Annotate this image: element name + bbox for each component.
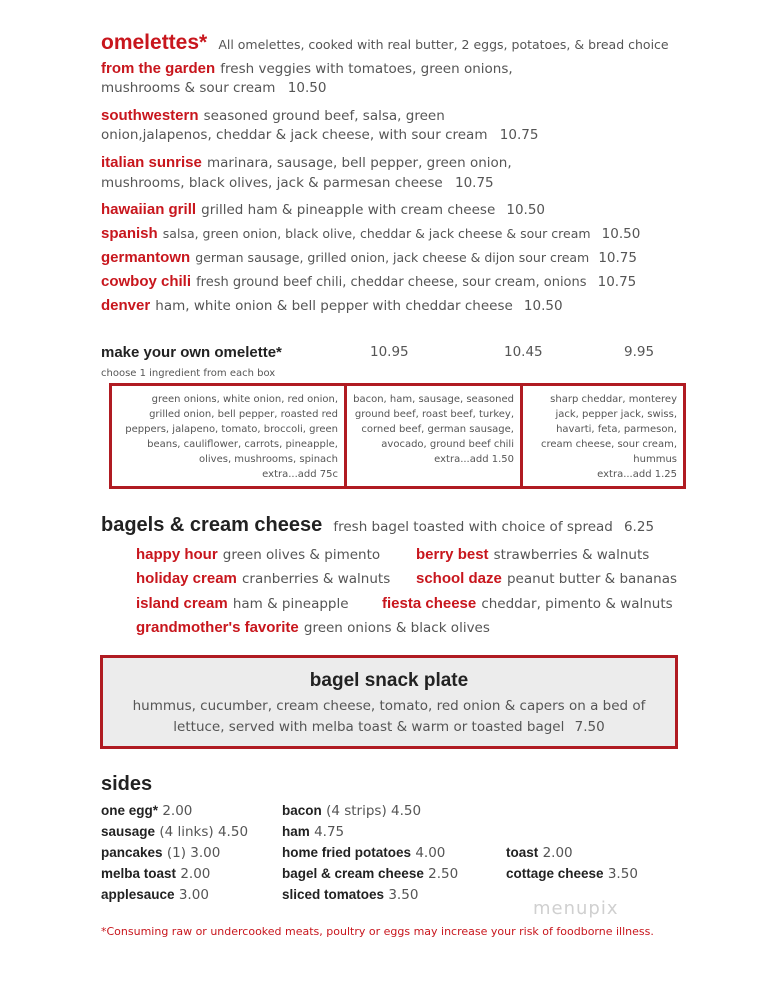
item-name: spanish	[101, 225, 158, 242]
veggie-list: green onions, white onion, red onion, grilled onion, bell pepper, roasted red peppers, jalapeno, tomato, broccoli, green beans, cauliflower, carrots, pineapple, olives, mushrooms, spinach	[125, 394, 338, 465]
spread-item	[382, 593, 673, 612]
make-your-own-note: choose 1 ingredient from each box	[101, 368, 276, 379]
spread-desc: ham & pineapple	[232, 596, 349, 612]
side-item	[282, 866, 458, 882]
side-item	[101, 887, 209, 903]
watermark: menupix	[533, 898, 619, 919]
footer-disclaimer: *Consuming raw or undercooked meats, poultry or eggs may increase your risk of foodborne illness.	[101, 925, 654, 938]
meat-list: bacon, ham, sausage, seasoned ground beef, roast beef, turkey, corned beef, german sausage, avocado, ground beef chili	[353, 394, 514, 450]
veggie-extra: extra...add 75c	[262, 469, 338, 480]
spread-desc: cranberries & walnuts	[241, 571, 391, 587]
bagels-desc: fresh bagel toasted with choice of spread	[333, 519, 613, 535]
side-detail: (1)	[166, 845, 186, 861]
ingredient-boxes	[109, 383, 686, 489]
side-detail: (4 links)	[159, 824, 214, 840]
snack-plate-panel	[100, 655, 678, 749]
item-desc: ham, white onion & bell pepper with cheddar cheese	[155, 298, 513, 314]
omelettes-title: omelettes*	[101, 31, 208, 54]
side-name: pancakes	[101, 845, 163, 860]
spread-item	[136, 568, 390, 587]
side-item	[506, 845, 573, 861]
side-item	[101, 866, 210, 882]
side-price: 2.00	[162, 803, 193, 819]
side-item	[101, 824, 248, 840]
item-desc: fresh ground beef chili, cheddar cheese, sour cream, onions	[196, 275, 587, 290]
side-item	[101, 803, 192, 819]
side-price: 2.00	[180, 866, 211, 882]
menu-item	[101, 295, 563, 314]
item-price: 10.50	[506, 202, 546, 218]
snack-plate-line2: lettuce, served with melba toast & warm or toasted bagel	[173, 719, 565, 735]
meat-box	[344, 386, 520, 486]
item-desc: salsa, green onion, black olive, cheddar & jack cheese & sour cream	[162, 226, 591, 241]
item-name: cowboy chili	[101, 273, 192, 290]
spread-desc: green onions & black olives	[303, 620, 490, 636]
side-price: 3.00	[178, 887, 209, 903]
side-item	[282, 887, 418, 903]
meat-extra: extra...add 1.50	[434, 454, 514, 465]
side-price: 4.50	[391, 803, 422, 819]
snack-plate-title: bagel snack plate	[309, 670, 469, 691]
item-desc-line	[101, 127, 538, 143]
spread-item	[136, 544, 380, 563]
side-price: 3.50	[388, 887, 419, 903]
menu-item	[101, 247, 637, 266]
item-price: 10.50	[523, 298, 563, 314]
side-item	[101, 845, 220, 861]
bagels-header	[101, 514, 654, 537]
side-price: 4.50	[217, 824, 249, 840]
side-name: cottage cheese	[506, 866, 604, 881]
item-price: 10.75	[597, 274, 637, 290]
item-name: germantown	[101, 249, 191, 266]
spread-desc: peanut butter & bananas	[506, 571, 678, 587]
item-name: denver	[101, 297, 151, 314]
spread-name: school daze	[416, 570, 502, 587]
bagels-price: 6.25	[623, 519, 655, 535]
spread-item	[136, 593, 349, 612]
item-desc-line	[101, 175, 494, 191]
cheese-extra: extra...add 1.25	[597, 469, 677, 480]
menu-item	[101, 271, 636, 290]
side-detail: (4 strips)	[326, 803, 387, 819]
price-tier-2: 10.45	[504, 344, 543, 360]
side-name: home fried potatoes	[282, 845, 412, 860]
side-price: 3.00	[190, 845, 221, 861]
item-desc: onion,jalapenos, cheddar & jack cheese, with sour cream	[101, 127, 488, 143]
side-price: 3.50	[607, 866, 638, 882]
side-name: bacon	[282, 803, 322, 818]
item-price: 10.50	[287, 80, 327, 96]
side-item	[506, 866, 638, 882]
side-price: 4.75	[314, 824, 345, 840]
spread-item	[416, 568, 677, 587]
spread-name: grandmother's favorite	[136, 619, 299, 636]
side-name: applesauce	[101, 887, 175, 902]
spread-name: holiday cream	[136, 570, 237, 587]
item-desc: german sausage, grilled onion, jack cheese & dijon sour cream	[195, 250, 590, 265]
spread-desc: green olives & pimento	[222, 547, 381, 563]
menu-item	[101, 199, 545, 218]
item-name: southwestern	[101, 107, 199, 124]
price-tier-1: 10.95	[370, 344, 409, 360]
menu-item	[101, 58, 513, 77]
menu-item	[101, 223, 640, 242]
cheese-box	[520, 386, 683, 486]
item-price: 10.50	[601, 226, 641, 242]
item-desc: seasoned ground beef, salsa, green	[203, 108, 445, 124]
item-name: from the garden	[101, 60, 216, 77]
side-price: 4.00	[415, 845, 446, 861]
snack-plate-line1: hummus, cucumber, cream cheese, tomato, red onion & capers on a bed of	[132, 698, 646, 714]
price-tier-3: 9.95	[624, 344, 655, 360]
item-desc: fresh veggies with tomatoes, green onions,	[220, 61, 513, 77]
side-item	[282, 845, 445, 861]
spread-desc: strawberries & walnuts	[493, 547, 650, 563]
side-name: sliced tomatoes	[282, 887, 385, 902]
side-name: ham	[282, 824, 310, 839]
side-name: melba toast	[101, 866, 177, 881]
spread-desc: cheddar, pimento & walnuts	[481, 596, 673, 612]
side-name: bagel & cream cheese	[282, 866, 424, 881]
spread-name: berry best	[416, 546, 489, 563]
spread-item	[416, 544, 649, 563]
item-price: 10.75	[598, 250, 637, 266]
side-price: 2.00	[542, 845, 573, 861]
item-name: hawaiian grill	[101, 201, 197, 218]
snack-plate-line2-wrap	[103, 719, 675, 735]
menu-item	[101, 105, 445, 124]
item-price: 10.75	[455, 175, 494, 191]
item-desc: marinara, sausage, bell pepper, green onion,	[206, 155, 512, 171]
item-price: 10.75	[499, 127, 539, 143]
bagels-title: bagels & cream cheese	[101, 514, 323, 536]
side-price: 2.50	[428, 866, 459, 882]
item-desc-line	[101, 80, 326, 96]
omelettes-header	[101, 31, 669, 55]
spread-name: island cream	[136, 595, 228, 612]
item-desc: mushrooms & sour cream	[101, 80, 276, 96]
snack-plate-price: 7.50	[574, 719, 605, 735]
omelettes-subtitle: All omelettes, cooked with real butter, 2 eggs, potatoes, & bread choice	[218, 37, 669, 52]
spread-name: happy hour	[136, 546, 218, 563]
cheese-list: sharp cheddar, monterey jack, pepper jack, swiss, havarti, feta, parmeson, cream cheese, sour cream, hummus	[541, 394, 677, 465]
menu-item	[101, 152, 512, 171]
side-name: one egg*	[101, 803, 159, 818]
side-name: sausage	[101, 824, 156, 839]
make-your-own-title: make your own omelette*	[101, 344, 282, 361]
side-name: toast	[506, 845, 539, 860]
spread-item	[136, 617, 490, 636]
side-item	[282, 803, 421, 819]
sides-title: sides	[101, 773, 153, 795]
item-desc: grilled ham & pineapple with cream cheese	[201, 202, 496, 218]
item-name: italian sunrise	[101, 154, 202, 171]
side-item	[282, 824, 344, 840]
veggie-box	[112, 386, 344, 486]
spread-name: fiesta cheese	[382, 595, 477, 612]
item-desc: mushrooms, black olives, jack & parmesan cheese	[101, 175, 443, 191]
